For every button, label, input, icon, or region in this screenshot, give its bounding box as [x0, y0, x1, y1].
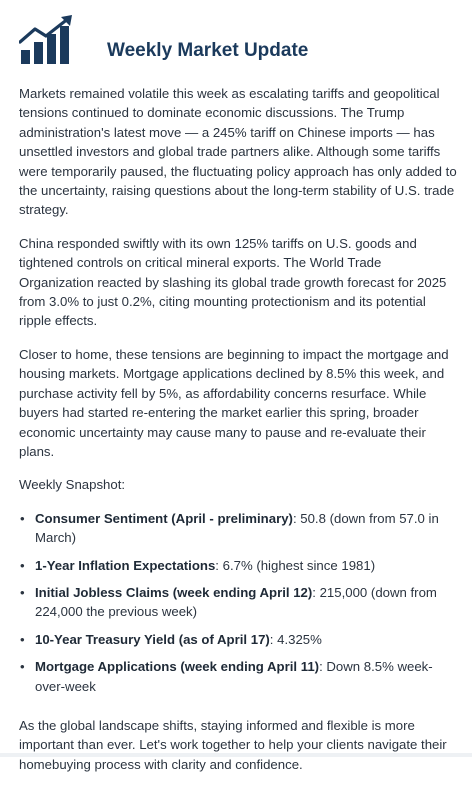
item-term: 1-Year Inflation Expectations: [35, 557, 216, 573]
snapshot-list: [19, 509, 459, 696]
list-item: [19, 630, 459, 649]
closing-paragraph: As the global landscape shifts, staying informed and flexible is more important than ever. Let's work together to help your clients navigate their homebuying process with clarity and confidence.: [19, 717, 447, 772]
item-term: Initial Jobless Claims (week ending April 12): [35, 584, 313, 600]
footer-divider: [0, 753, 472, 757]
bullet-icon: •: [20, 631, 25, 647]
item-term: 10-Year Treasury Yield (as of April 17): [35, 631, 270, 647]
paragraph: Closer to home, these tensions are beginning to impact the mortgage and housing markets. Mortgage applications declined by 8.5% this week, and purchase activity fell by 5%, as affordability concerns resurface. While buyers had started re-entering the market earlier this spring, broader economic uncertainty may cause many to pause and re-evaluate their plans.: [19, 346, 449, 459]
paragraph: China responded swiftly with its own 125% tariffs on U.S. goods and tightened controls on critical mineral exports. The World Trade Organization reacted by slashing its global trade growth forecast for 2025 from 3.0% to just 0.2%, citing mounting protectionism and its potential ripple effects.: [19, 235, 447, 329]
snapshot-heading: Weekly Snapshot:: [19, 477, 126, 493]
item-detail: : 4.325%: [269, 631, 322, 647]
bullet-icon: •: [20, 557, 25, 573]
item-detail: : 215,000 (down from 224,000 the previous week): [35, 584, 437, 620]
bullet-icon: •: [20, 584, 25, 600]
list-item: [19, 583, 459, 622]
item-detail: : Down 8.5% week-over-week: [35, 659, 433, 694]
list-item: [19, 509, 459, 548]
list-item: [19, 556, 459, 575]
item-term: Mortgage Applications (week ending April 11): [35, 659, 320, 675]
item-detail: : 50.8 (down from 57.0 in March): [35, 510, 439, 546]
item-term: Consumer Sentiment (April - preliminary): [35, 510, 293, 526]
item-detail: : 6.7% (highest since 1981): [215, 557, 376, 573]
rising-bar-chart-icon: [19, 14, 77, 64]
page-title: Weekly Market Update: [107, 40, 309, 61]
article-body: [19, 84, 459, 788]
paragraph: Markets remained volatile this week as escalating tariffs and geopolitical tensions continued to dominate economic discussions. The Trump administration's latest move — a 245% tariff on Chinese imports — has unsettled investors and global trade partners alike. Although some tariffs were temporarily paused, the fluctuating policy approach has only added to the uncertainty, raising questions about the long-term stability of U.S. trade strategy.: [19, 86, 457, 218]
bullet-icon: •: [20, 510, 25, 526]
list-item: [19, 657, 459, 696]
header: [19, 14, 77, 64]
bullet-icon: •: [20, 659, 25, 675]
